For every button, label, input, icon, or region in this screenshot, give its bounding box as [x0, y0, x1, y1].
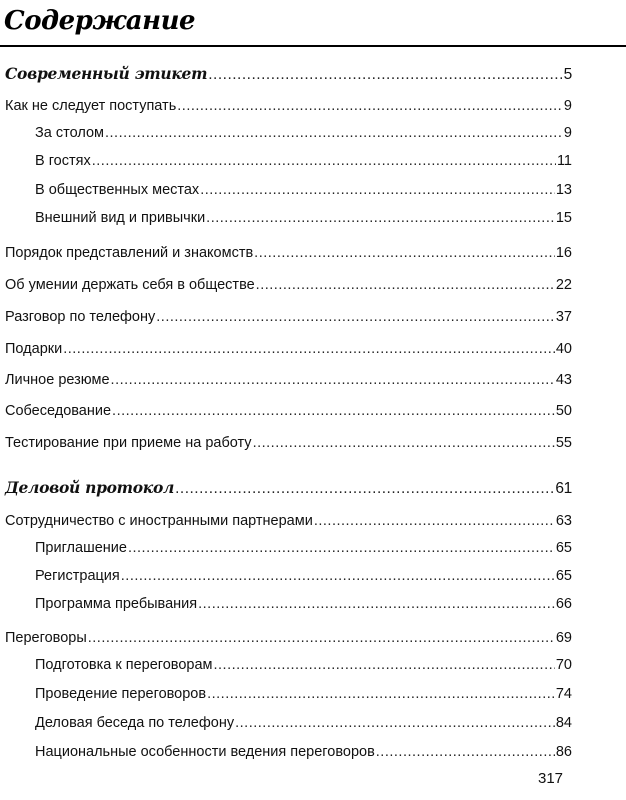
- toc-entry[interactable]: [5, 339, 572, 359]
- toc-entry-label: За столом: [35, 125, 104, 141]
- toc-entry-page: 65: [555, 540, 572, 556]
- toc-entry[interactable]: [5, 275, 572, 295]
- toc-subentry[interactable]: [35, 180, 572, 200]
- toc-subentry[interactable]: [35, 151, 572, 171]
- toc-entry-label: Как не следует поступать: [5, 98, 177, 114]
- toc-entry[interactable]: [5, 307, 572, 327]
- leader-dots: [208, 65, 562, 85]
- toc-entry-label: Деловой протокол: [5, 478, 175, 497]
- toc-entry-page: 9: [563, 125, 572, 141]
- leader-dots: [207, 684, 555, 704]
- leader-dots: [256, 275, 555, 295]
- toc-entry-page: 5: [563, 66, 572, 83]
- toc-entry[interactable]: [5, 511, 572, 531]
- toc-entry-page: 61: [555, 480, 572, 497]
- toc-entry-page: 69: [555, 630, 572, 646]
- toc-entry-label: Проведение переговоров: [35, 686, 207, 702]
- toc-entry-page: 55: [555, 435, 572, 451]
- toc-subentry[interactable]: [35, 713, 572, 733]
- toc-entry-page: 22: [555, 277, 572, 293]
- leader-dots: [200, 180, 555, 200]
- page-title: Содержание: [4, 6, 196, 36]
- toc-entry-label: Деловая беседа по телефону: [35, 715, 235, 731]
- toc-entry[interactable]: [5, 628, 572, 648]
- leader-dots: [112, 401, 555, 421]
- toc-entry-label: Переговоры: [5, 630, 87, 646]
- toc-entry-label: Личное резюме: [5, 372, 110, 388]
- leader-dots: [235, 713, 555, 733]
- leader-dots: [376, 742, 555, 762]
- toc-entry-page: 70: [555, 657, 572, 673]
- toc-entry-label: Программа пребывания: [35, 596, 198, 612]
- toc-entry-page: 13: [555, 182, 572, 198]
- toc-entry-page: 16: [555, 245, 572, 261]
- leader-dots: [177, 96, 563, 116]
- toc-entry-page: 40: [555, 341, 572, 357]
- toc-entry-page: 11: [556, 153, 572, 169]
- leader-dots: [214, 655, 555, 675]
- leader-dots: [254, 243, 555, 263]
- toc-entry-label: Подготовка к переговорам: [35, 657, 213, 673]
- toc-entry-label: Национальные особенности ведения переговоров: [35, 744, 375, 760]
- leader-dots: [206, 208, 555, 228]
- leader-dots: [253, 433, 555, 453]
- leader-dots: [111, 370, 555, 390]
- toc-subentry[interactable]: [35, 538, 572, 558]
- toc-subentry[interactable]: [35, 123, 572, 143]
- toc-entry-page: 66: [555, 596, 572, 612]
- toc-entry-page: 15: [555, 210, 572, 226]
- toc-entry-label: Сотрудничество с иностранными партнерами: [5, 513, 313, 529]
- toc-entry[interactable]: [5, 433, 572, 453]
- toc-subentry[interactable]: [35, 684, 572, 704]
- leader-dots: [121, 566, 555, 586]
- toc-entry[interactable]: [5, 370, 572, 390]
- toc-entry-label: Об умении держать себя в обществе: [5, 277, 255, 293]
- toc-entry-label: Порядок представлений и знакомств: [5, 245, 254, 261]
- toc-entry-label: Подарки: [5, 341, 63, 357]
- toc-entry[interactable]: [5, 96, 572, 116]
- toc-subentry[interactable]: [35, 594, 572, 614]
- toc-entry-label: Собеседование: [5, 403, 112, 419]
- leader-dots: [105, 123, 563, 143]
- leader-dots: [88, 628, 555, 648]
- toc-entry[interactable]: [5, 243, 572, 263]
- leader-dots: [128, 538, 555, 558]
- toc-entry-label: Разговор по телефону: [5, 309, 156, 325]
- toc-entry-label: Регистрация: [35, 568, 120, 584]
- leader-dots: [92, 151, 556, 171]
- toc-entry-page: 43: [555, 372, 572, 388]
- toc-entry-page: 65: [555, 568, 572, 584]
- toc-section-entry[interactable]: [5, 64, 572, 85]
- toc-entry-page: 50: [555, 403, 572, 419]
- toc-entry-label: В общественных местах: [35, 182, 200, 198]
- leader-dots: [63, 339, 555, 359]
- toc-entry-page: 37: [555, 309, 572, 325]
- toc-entry-label: Современный этикет: [5, 64, 208, 83]
- toc-subentry[interactable]: [35, 208, 572, 228]
- toc-entry-page: 86: [555, 744, 572, 760]
- leader-dots: [175, 479, 554, 499]
- toc-entry-label: В гостях: [35, 153, 91, 169]
- toc-entry-page: 84: [555, 715, 572, 731]
- leader-dots: [156, 307, 555, 327]
- leader-dots: [314, 511, 555, 531]
- toc-entry[interactable]: [5, 401, 572, 421]
- toc-entry-page: 9: [563, 98, 572, 114]
- toc-entry-label: Внешний вид и привычки: [35, 210, 206, 226]
- page-number: 317: [538, 770, 564, 787]
- toc-subentry[interactable]: [35, 655, 572, 675]
- toc-subentry[interactable]: [35, 566, 572, 586]
- toc-subentry[interactable]: [35, 742, 572, 762]
- toc-entry-label: Приглашение: [35, 540, 127, 556]
- toc-section-entry[interactable]: [5, 478, 572, 499]
- toc-entry-page: 74: [555, 686, 572, 702]
- toc-entry-label: Тестирование при приеме на работу: [5, 435, 252, 451]
- leader-dots: [198, 594, 555, 614]
- toc-entry-page: 63: [555, 513, 572, 529]
